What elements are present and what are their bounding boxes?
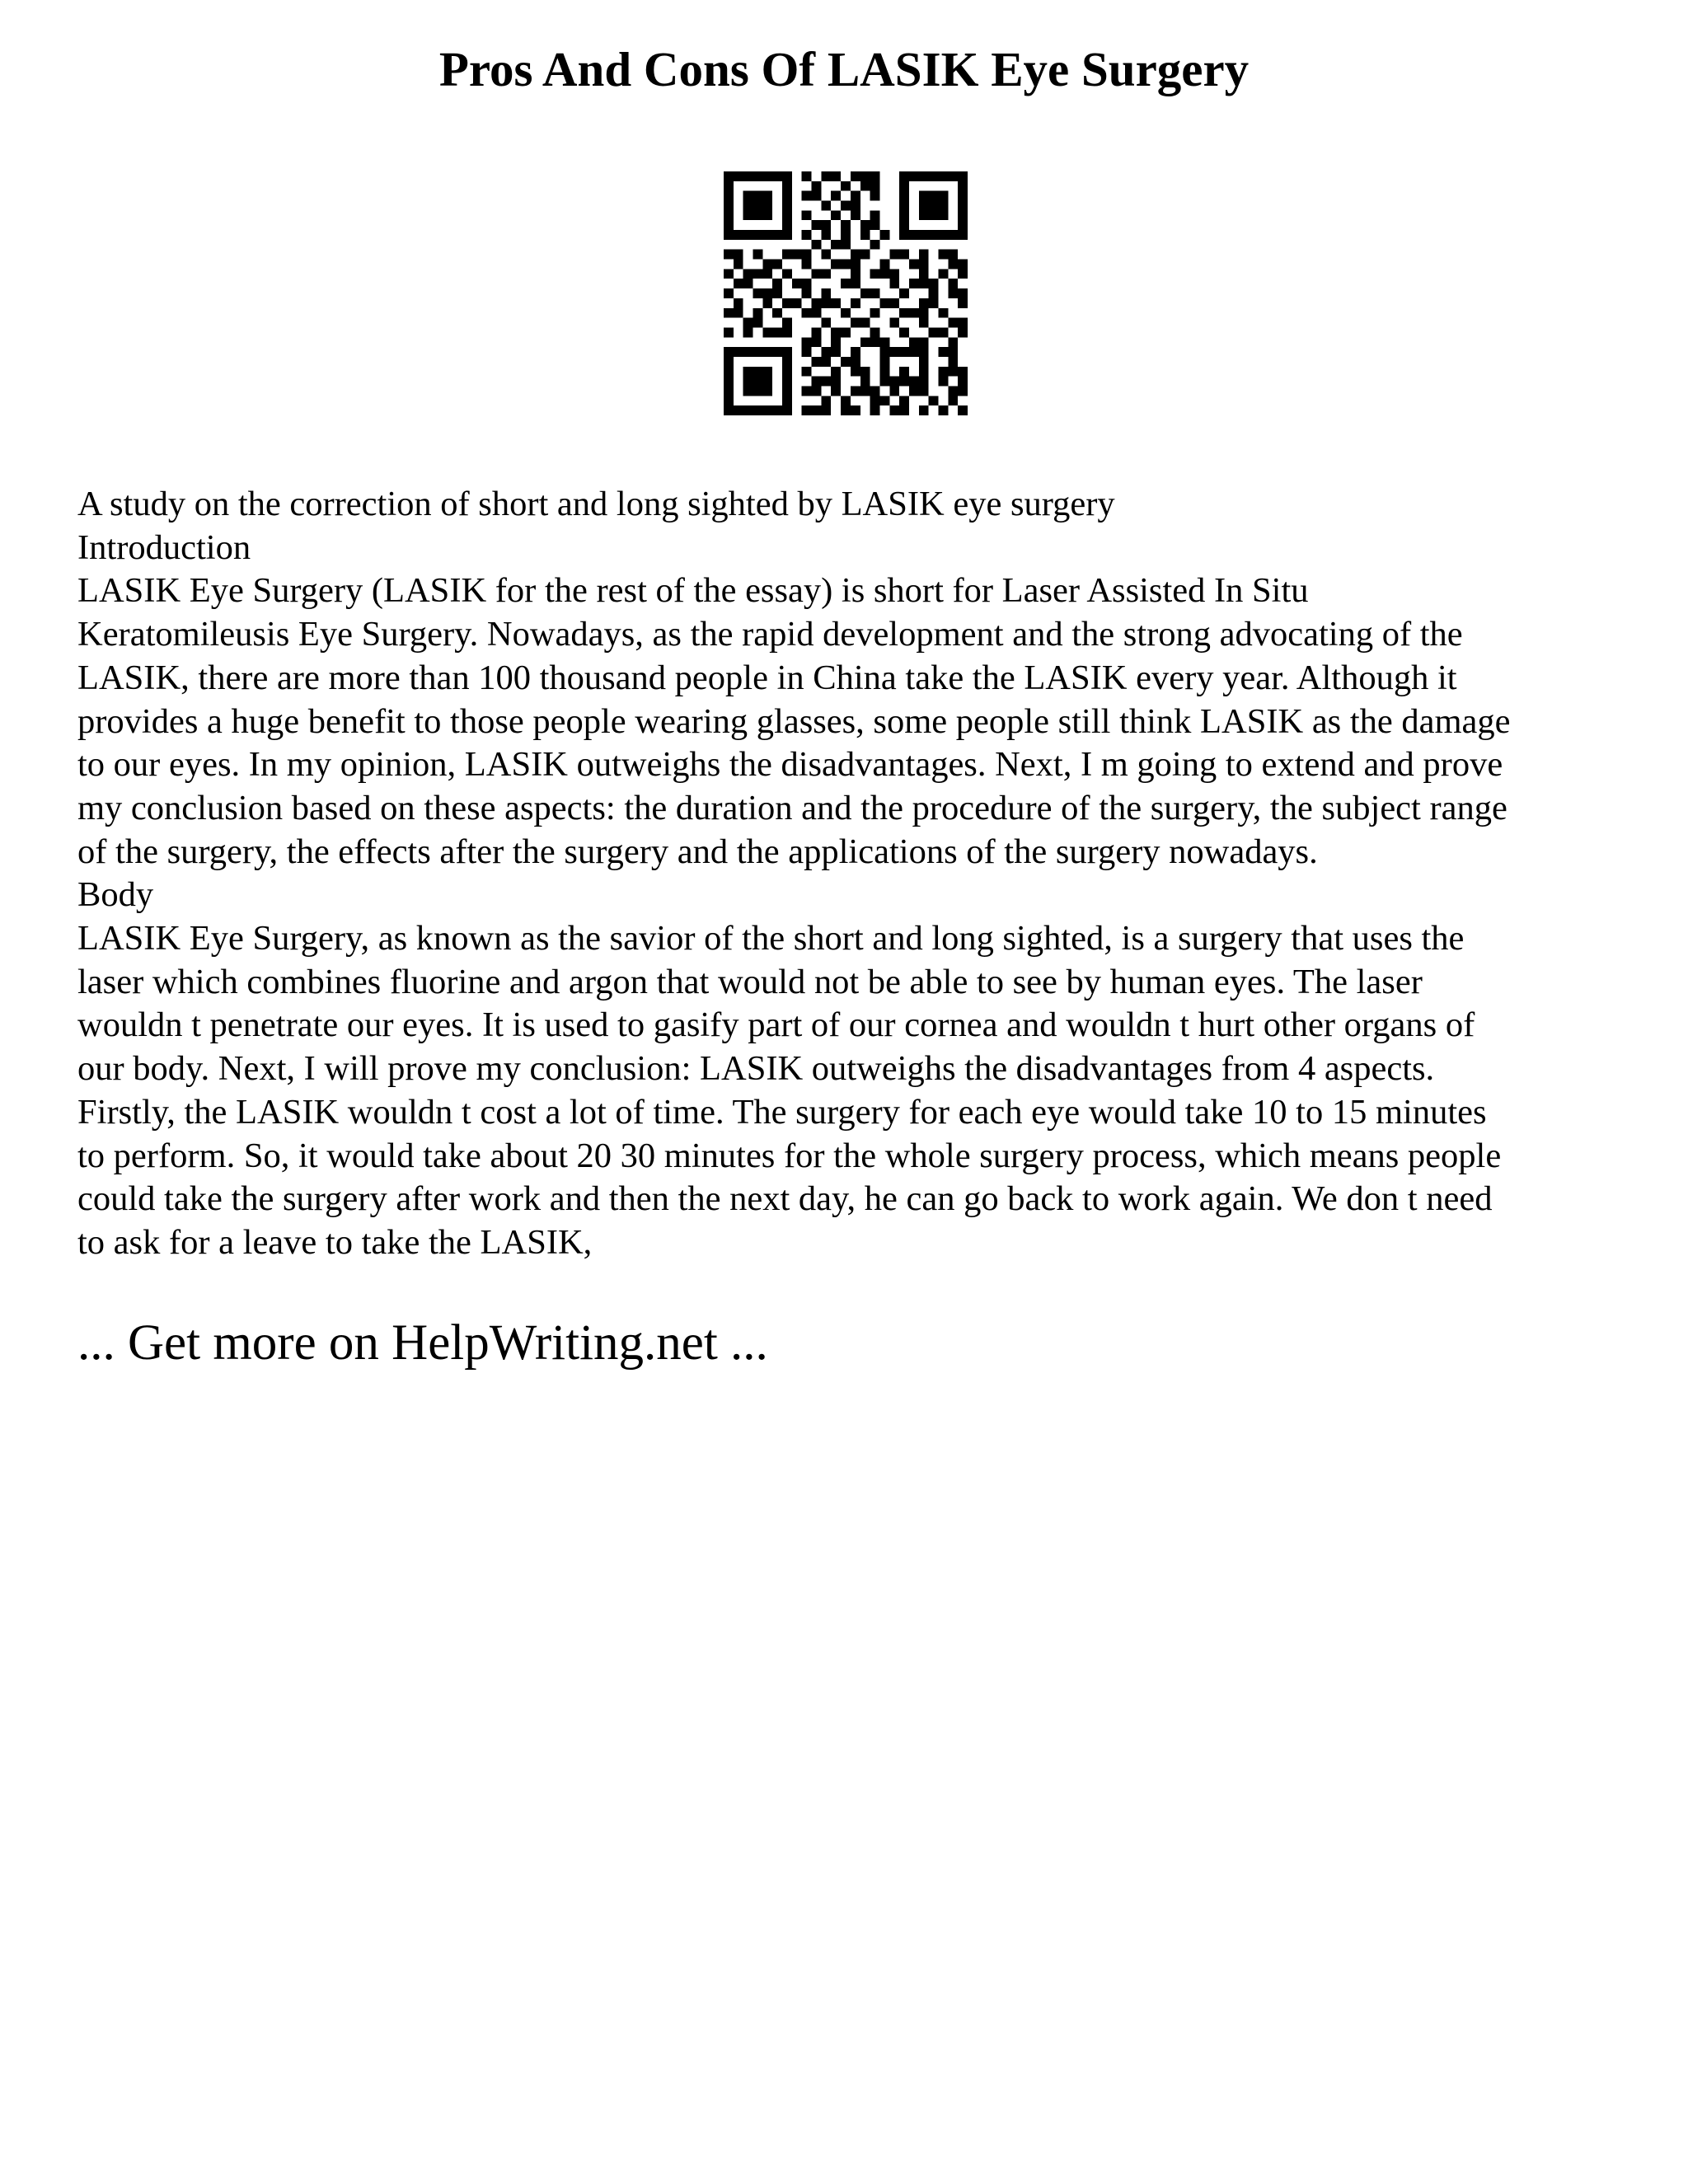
paragraph-line: to our eyes. In my opinion, LASIK outweighs the disadvantages. Next, I m going to extend and prove [77,745,1503,785]
paragraph-line: our body. Next, I will prove my conclusion: LASIK outweighs the disadvantages from 4 aspects. [77,1049,1435,1089]
document-title: Pros And Cons Of LASIK Eye Surgery [438,42,1250,96]
paragraph-line: Keratomileusis Eye Surgery. Nowadays, as the rapid development and the strong advocating of the [77,615,1463,654]
paragraph-line: to perform. So, it would take about 20 30 minutes for the whole surgery process, which means people [77,1136,1502,1175]
section-heading-introduction: Introduction [77,527,251,567]
paragraph-line: wouldn t penetrate our eyes. It is used to gasify part of our cornea and wouldn t hurt other organs of [77,1005,1475,1045]
essay-subtitle: A study on the correction of short and long sighted by LASIK eye surgery [77,485,1115,523]
paragraph-line: laser which combines fluorine and argon that would not be able to see by human eyes. The laser [77,962,1423,1001]
section-heading-body: Body [77,875,154,915]
paragraph-line: Firstly, the LASIK wouldn t cost a lot of time. The surgery for each eye would take 10 to 15 minutes [77,1092,1487,1132]
paragraph-line: LASIK Eye Surgery (LASIK for the rest of the essay) is short for Laser Assisted In Situ [77,571,1309,611]
paragraph-line: to ask for a leave to take the LASIK, [77,1222,593,1262]
essay-body [77,483,1627,1265]
paragraph-line: of the surgery, the effects after the surgery and the applications of the surgery nowadays. [77,832,1318,871]
qr-code [724,171,968,415]
get-more-link[interactable]: ... Get more on HelpWriting.net ... [77,1315,768,1371]
paragraph-line: provides a huge benefit to those people wearing glasses, some people still think LASIK as the damage [77,701,1511,741]
paragraph-line: LASIK Eye Surgery, as known as the savior of the short and long sighted, is a surgery that uses the [77,919,1465,958]
paragraph-line: LASIK, there are more than 100 thousand people in China take the LASIK every year. Although it [77,658,1457,697]
paragraph-line: my conclusion based on these aspects: the duration and the procedure of the surgery, the subject range [77,788,1507,827]
paragraph-line: could take the surgery after work and then the next day, he can go back to work again. We don t need [77,1179,1493,1219]
qr-code-icon [724,171,968,415]
